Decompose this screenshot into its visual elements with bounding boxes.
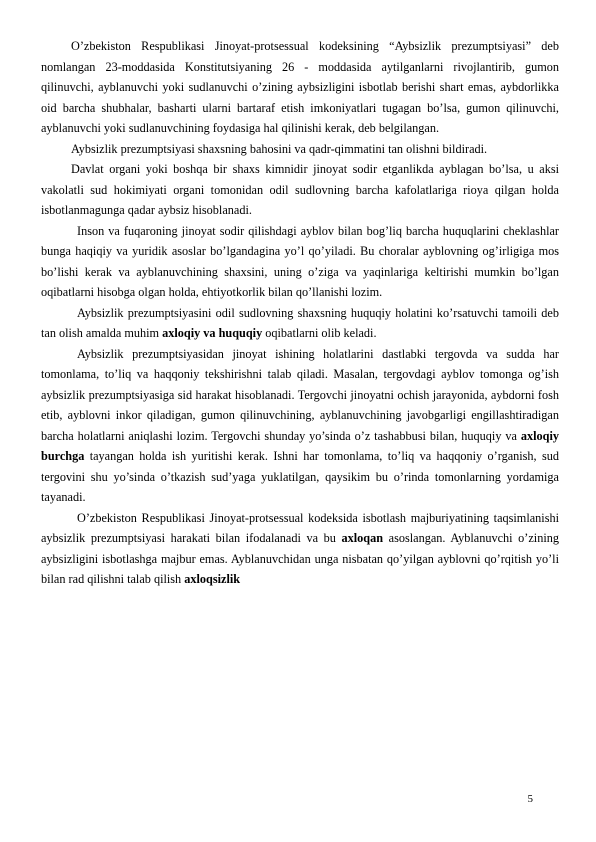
paragraph-4: [41, 221, 559, 303]
paragraph-5: [41, 303, 559, 344]
paragraph-text: tayangan holda ish yuritishi kerak. Ishni har tomonlama, to’liq va haqqoniy o’rganish, sud tergovini shu yo’sinda o’tkazish sud’yaga yuklatilgan, qaysikim bu o’rinda tomonlarning yordamiga tayanadi.: [41, 449, 559, 504]
paragraph-text: Aybsizlik prezumptsiyasi shaxsning bahosini va qadr-qimmatini tan olishni bildiradi.: [71, 141, 488, 156]
page-number: 5: [527, 793, 533, 805]
paragraph-text: Inson va fuqaroning jinoyat sodir qilishdagi ayblov bilan bog’liq barcha huquqlarini cheklashlar bunga haqiqiy va yuridik asoslar bo’lgandagina yo’l qo’yiladi. Bu choralar ayblovning og’irligiga mos bo’lishi kerak va ayblanuvchining shaxsini, uning o’ziga va yaqinlariga keltirishi mumkin bo’lgan oqibatlarni hisobga olgan holda, ehtiyotkorlik bilan qo’llanishi lozim.: [41, 223, 559, 299]
paragraph-7: [41, 508, 559, 590]
bold-phrase: axloqsizlik: [184, 572, 241, 586]
paragraph-text: Aybsizlik prezumptsiyasidan jinoyat ishining holatlarini dastlabki tergovda va sudda har tomonlama, to’liq va haqqoniy tekshirishni talab qiladi. Masalan, tergovdagi ayblov tomonga og’ish aybsizlik prezumptsiyasiga sid harakat hisoblanadi. Tergovchi jinoyatni ochish jarayonida, aybdorni fosh etib, ayblovni inkor qiladigan, gumon qilinuvchining, ayblanuvchining javobgarligi engillashtiradigan barcha holatlarni aniqlashi lozim. Tergovchi shunday yo’sinda o’z tashabbusi bilan, huquqiy va: [41, 346, 559, 443]
paragraph-1: [41, 36, 559, 139]
paragraph-3: [41, 159, 559, 221]
paragraph-text: O’zbekiston Respublikasi Jinoyat-protsessual kodeksining “Aybsizlik prezumptsiyasi” deb nomlangan 23-moddasida Konstitutsiyaning 26 - moddasida aytilganlarni rivojlantirib, gumon qilinuvchi, ayblanuvchi yoki sudlanuvchi o’zining aybsizligini isbotlab berishi shart emas, aybdorlikka oid barcha shubhalar, basharti ularni bartaraf etish imkoniyatlari tugagan bo’lsa, gumon qilinuvchi, ayblanuvchi yoki sudlanuvchining foydasiga hal qilinishi kerak, deb belgilangan.: [41, 39, 559, 135]
paragraph-6: [41, 344, 559, 508]
bold-phrase: axloqan: [341, 531, 384, 545]
bold-phrase: axloqiy va huquqiy: [162, 326, 263, 340]
paragraph-text: asoslangan. Ayblanuvchi o’zining aybsizligini isbotlashga majbur emas. Ayblanuvchidan unga nisbatan qo’yilgan ayblovni qo’rqitish yo’li bilan rad qilishni talab qilish: [41, 531, 559, 586]
document-page: [41, 36, 559, 590]
paragraph-text: Aybsizlik prezumptsiyasini odil sudlovning shaxsning huquqiy holatini ko’rsatuvchi tamoili deb tan olish amalda muhim: [41, 305, 559, 340]
paragraph-text: O’zbekiston Respublikasi Jinoyat-protsessual kodeksida isbotlash majburiyatining taqsimlanishi aybsizlik prezumptsiyasi harakati bilan ifodalanadi va bu: [41, 510, 559, 545]
paragraph-text: oqibatlarni olib keladi.: [262, 326, 377, 340]
bold-phrase: axloqiy burchga: [41, 428, 559, 463]
paragraph-2: [41, 139, 559, 160]
paragraph-text: Davlat organi yoki boshqa bir shaxs kimnidir jinoyat sodir etganlikda ayblagan bo’lsa, u aksi vakolatli sud hokimiyati organi tomonidan odil sudlovning barcha kafolatlariga rioya qilgan holda isbotlanmagunga qadar aybsiz hisoblanadi.: [41, 162, 559, 217]
